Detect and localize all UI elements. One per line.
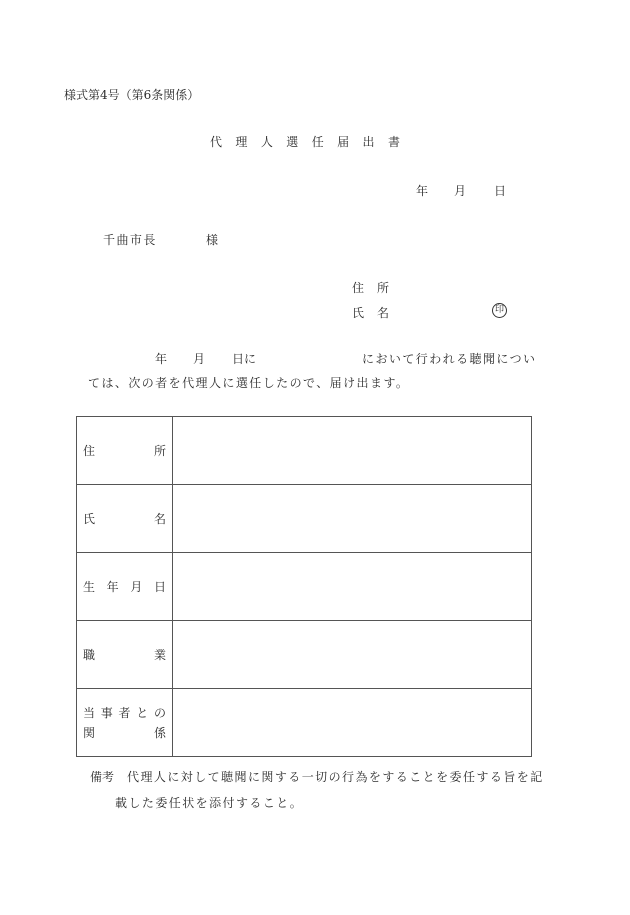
form-number: 様式第4号（第6条関係）	[64, 88, 200, 102]
label-char: 係	[153, 726, 166, 740]
row-label-occupation	[77, 621, 173, 689]
label-char: 当	[83, 706, 96, 720]
title-char: 書	[387, 135, 400, 149]
table-row	[77, 417, 532, 485]
row-label-address	[77, 417, 173, 485]
note-line2: 載した委任状を添付すること。	[115, 796, 304, 810]
label-char: 業	[153, 648, 166, 662]
seal-icon: 印	[492, 303, 507, 318]
birthdate-value-field[interactable]	[173, 553, 532, 621]
applicant-name-label: 氏	[352, 306, 365, 320]
row-label-birthdate	[77, 553, 173, 621]
title-char: 人	[260, 135, 273, 149]
agent-info-table	[76, 416, 532, 757]
body-line1: において行われる聴聞につい	[362, 352, 537, 366]
label-char: 月	[130, 580, 143, 594]
title-char: 選	[286, 135, 299, 149]
name-value-field[interactable]	[173, 485, 532, 553]
date-day: 日	[494, 184, 507, 198]
relationship-value-field[interactable]	[173, 689, 532, 757]
label-char: と	[136, 706, 149, 720]
applicant-address-label: 住	[352, 281, 365, 295]
note-line1: 代理人に対して聴聞に関する一切の行為をすることを委任する旨を記	[127, 770, 544, 784]
label-char: 年	[106, 580, 119, 594]
date-year: 年	[416, 184, 429, 198]
body-day: 日に	[232, 352, 257, 366]
applicant-address-label: 所	[377, 281, 390, 295]
label-char: の	[153, 706, 166, 720]
table-row	[77, 689, 532, 757]
applicant-name-label: 名	[377, 306, 390, 320]
title-char: 理	[235, 135, 248, 149]
title-char: 届	[337, 135, 350, 149]
label-char: 生	[83, 580, 96, 594]
label-char: 事	[100, 706, 113, 720]
title-char: 代	[210, 135, 223, 149]
title-char: 任	[311, 135, 324, 149]
label-char: 日	[153, 580, 166, 594]
label-char: 住	[83, 444, 96, 458]
address-value-field[interactable]	[173, 417, 532, 485]
title-char: 出	[362, 135, 375, 149]
row-label-name	[77, 485, 173, 553]
table-row	[77, 621, 532, 689]
body-line2: ては、次の者を代理人に選任したので、届け出ます。	[88, 376, 410, 390]
addressee-honorific: 様	[206, 233, 219, 247]
label-char: 関	[83, 726, 96, 740]
body-month: 月	[193, 352, 206, 366]
label-char: 所	[153, 444, 166, 458]
occupation-value-field[interactable]	[173, 621, 532, 689]
label-char: 名	[153, 512, 166, 526]
page-title	[210, 133, 400, 150]
table-row	[77, 485, 532, 553]
label-char: 氏	[83, 512, 96, 526]
date-month: 月	[454, 184, 467, 198]
body-year: 年	[155, 352, 168, 366]
addressee-name: 千曲市長	[103, 233, 157, 247]
label-char: 者	[118, 706, 131, 720]
row-label-relationship	[77, 689, 173, 757]
label-char: 職	[83, 648, 96, 662]
note-label: 備考	[90, 770, 115, 784]
table-row	[77, 553, 532, 621]
